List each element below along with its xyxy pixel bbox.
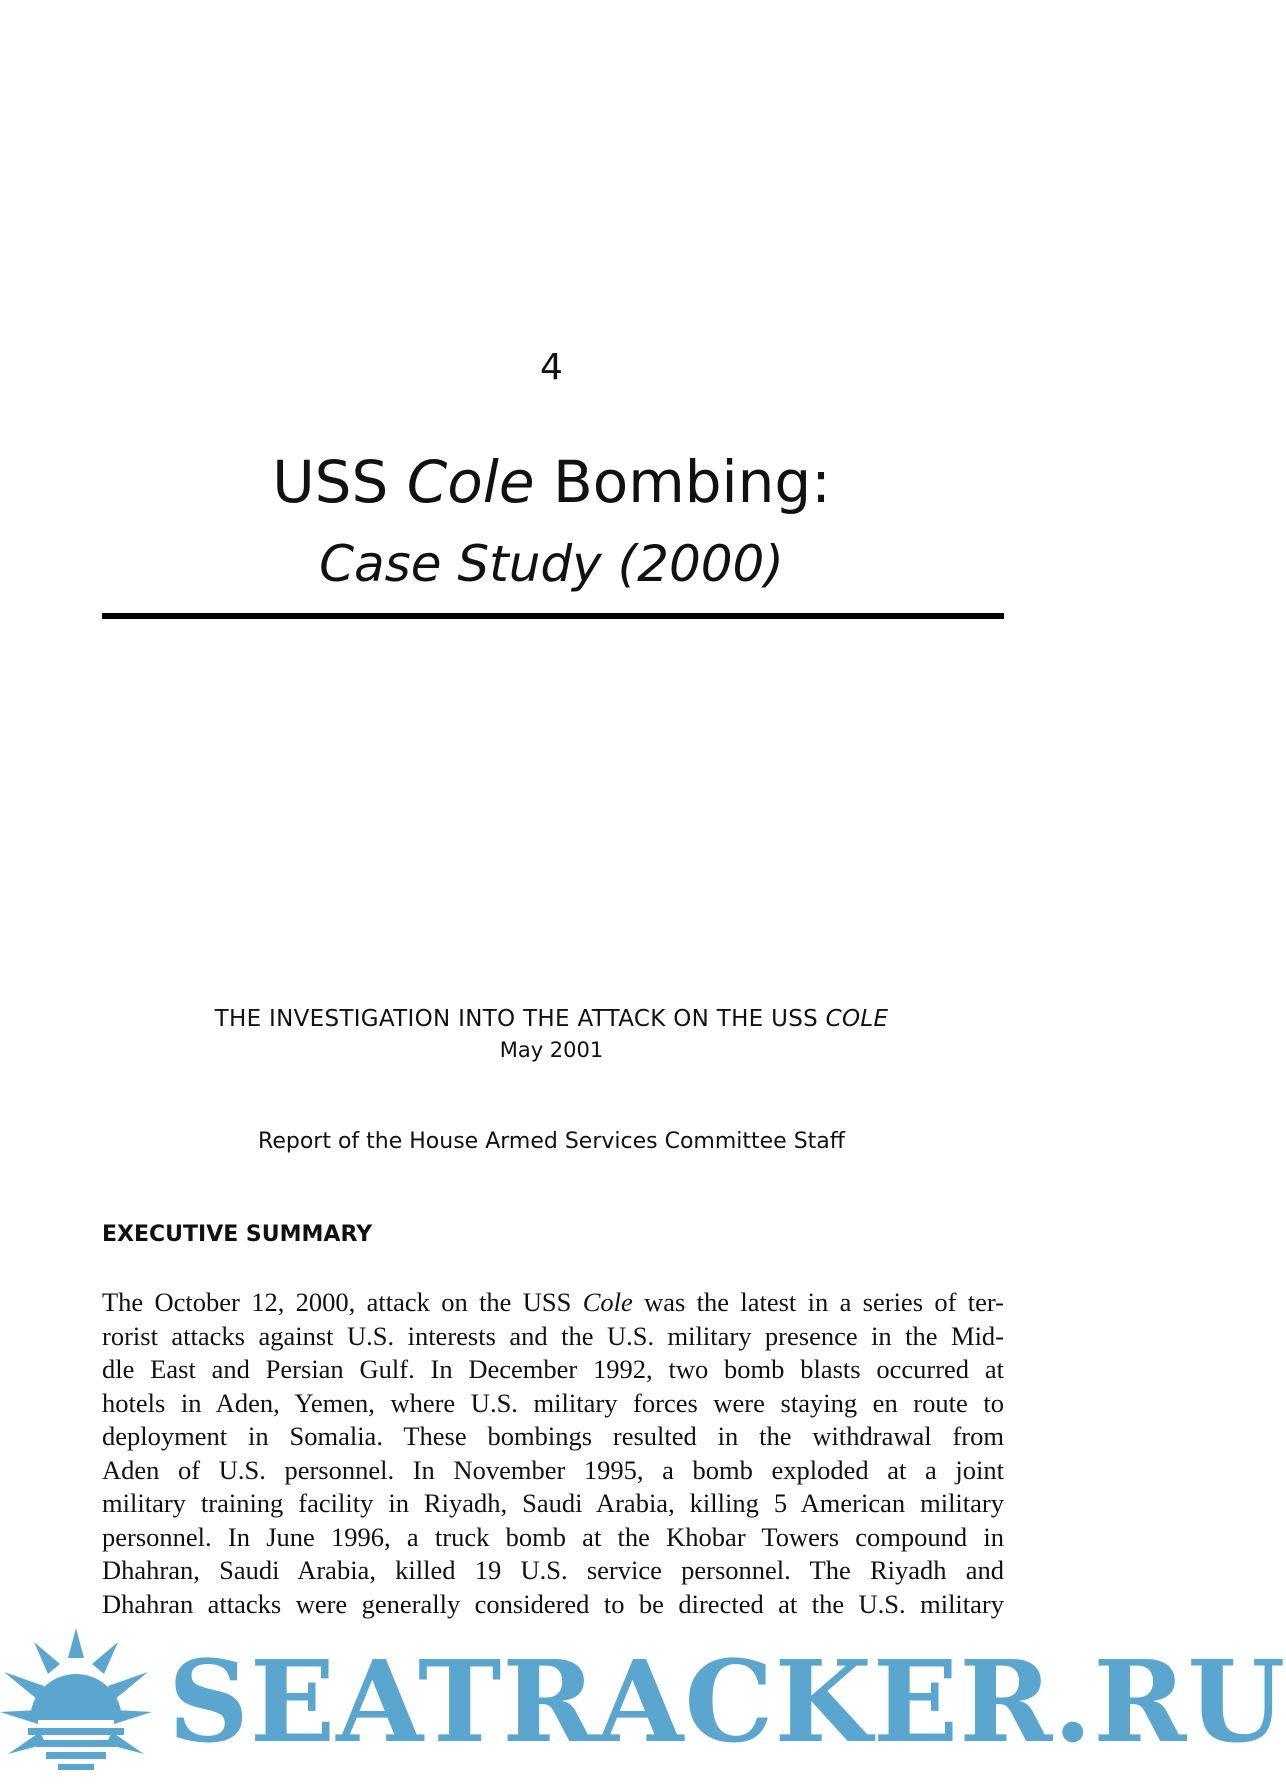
report-source: Report of the House Armed Services Committee Staff [258, 1129, 845, 1154]
body-paragraph [102, 1286, 1004, 1621]
chapter-subtitle: Case Study (2000) [319, 535, 784, 593]
report-title [0, 1006, 1103, 1032]
section-heading: EXECUTIVE SUMMARY [102, 1222, 373, 1247]
body-line: rorist attacks against U.S. interests and the U.S. military presence in the Mid- [102, 1320, 1004, 1351]
chapter-title-italic: Cole [406, 448, 535, 516]
ship-name-italic: Cole [582, 1287, 633, 1317]
body-line: dle East and Persian Gulf. In December 1992, two bomb blasts occurred at [102, 1354, 1004, 1384]
body-line-text: The October 12, 2000, attack on the USS [102, 1287, 583, 1317]
report-title-prefix: THE INVESTIGATION INTO THE ATTACK ON THE USS [214, 1006, 826, 1032]
chapter-title-suffix: Bombing: [534, 448, 831, 516]
title-divider [102, 613, 1004, 619]
body-line: hotels in Aden, Yemen, where U.S. military forces were staying en route to [102, 1387, 1004, 1418]
sun-icon [0, 1628, 152, 1770]
body-line-text: was the latest in a series of ter- [632, 1287, 1004, 1317]
watermark-text: SEATRACKER.RU [168, 1637, 1286, 1768]
body-line: personnel. In June 1996, a truck bomb at the Khobar Towers compound in [102, 1521, 1004, 1552]
body-line: Dhahran attacks were generally considered to be directed at the U.S. military [102, 1588, 1004, 1619]
chapter-number: 4 [540, 347, 563, 388]
report-title-italic: COLE [825, 1006, 889, 1032]
body-line [102, 1286, 1004, 1320]
body-line: Dhahran, Saudi Arabia, killed 19 U.S. service personnel. The Riyadh and [102, 1555, 1004, 1585]
chapter-title [0, 448, 1103, 516]
body-line: Aden of U.S. personnel. In November 1995, a bomb exploded at a joint [102, 1454, 1004, 1485]
body-line: military training facility in Riyadh, Saudi Arabia, killing 5 American military [102, 1488, 1004, 1518]
body-line: deployment in Somalia. These bombings resulted in the withdrawal from [102, 1421, 1004, 1451]
chapter-title-prefix: USS [272, 448, 407, 516]
report-date: May 2001 [499, 1038, 604, 1062]
